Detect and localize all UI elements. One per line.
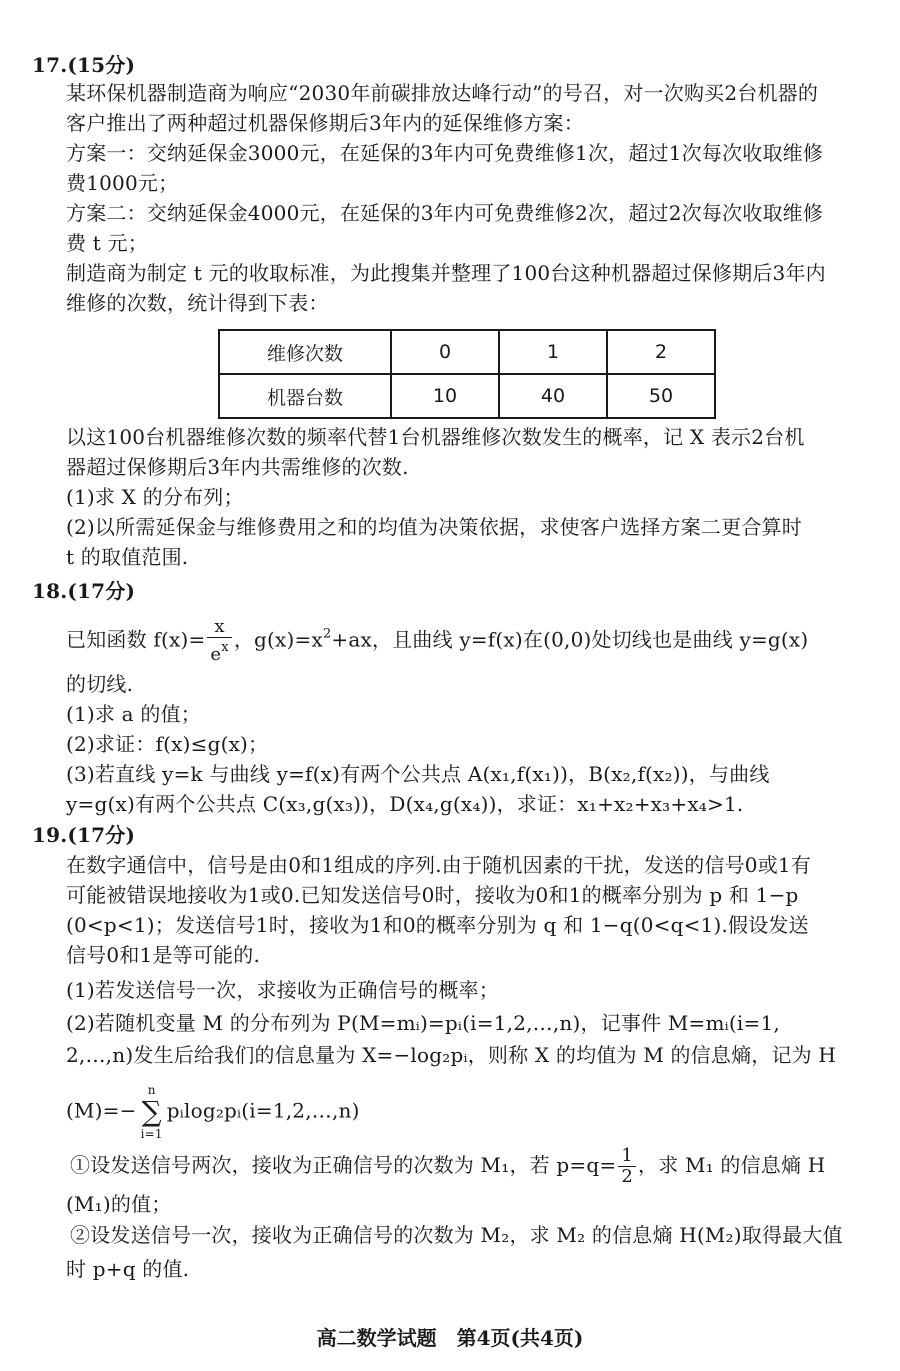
- q17-text-line: 维修的次数，统计得到下表：: [66, 291, 329, 315]
- table-row: [219, 374, 715, 418]
- repair-count-table: [218, 329, 716, 419]
- q17-text-line: 费1000元；: [66, 171, 179, 195]
- q17-part-1: (1)求 X 的分布列；: [66, 485, 244, 509]
- q18-part-3: (3)若直线 y=k 与曲线 y=f(x)有两个公共点 A(x₁,f(x₁))，B(x₂,f(x₂))，与曲线: [66, 762, 770, 786]
- q17-number: 17.(15分): [32, 53, 136, 77]
- q17-text-line: 费 t 元；: [66, 231, 148, 255]
- denominator-exponent: x: [221, 640, 229, 655]
- entropy-prefix: (M)=−: [66, 1098, 137, 1123]
- q18-part-1: (1)求 a 的值；: [66, 702, 201, 726]
- q17-text-line: 方案二：交纳延保金4000元，在延保的3年内可免费维修2次，超过2次每次收取维修: [66, 201, 824, 225]
- q19-case-2: ②设发送信号一次，接收为正确信号的次数为 M₂，求 M₂ 的信息熵 H(M₂)取得最大值: [70, 1223, 843, 1247]
- summation-lower: i=1: [140, 1127, 163, 1141]
- fraction: [618, 1146, 636, 1187]
- table-cell: 0: [391, 330, 499, 374]
- q19-part-2: (2)若随机变量 M 的分布列为 P(M=mᵢ)=pᵢ(i=1,2,…,n)，记事件 M=mᵢ(i=1,: [66, 1011, 780, 1035]
- q18-part-2: (2)求证：f(x)≤g(x)；: [66, 732, 269, 756]
- table-header-cell: 维修次数: [219, 330, 391, 374]
- entropy-formula: [66, 1083, 360, 1141]
- table-cell: 2: [607, 330, 715, 374]
- table-cell: 1: [499, 330, 607, 374]
- q18-intro-suffix: +ax，且曲线 y=f(x)在(0,0)处切线也是曲线 y=g(x): [331, 627, 809, 652]
- fraction-numerator: x: [207, 617, 231, 638]
- q17-text-line: 器超过保修期后3年内共需维修的次数.: [66, 455, 409, 479]
- q19-text-line: 时 p+q 的值.: [66, 1257, 190, 1281]
- page-footer: 高二数学试题 第4页(共4页): [316, 1326, 584, 1350]
- table-cell: 40: [499, 374, 607, 418]
- q19-text-line: (M₁)的值；: [66, 1192, 172, 1216]
- q19-part-1: (1)若发送信号一次，求接收为正确信号的概率；: [66, 978, 499, 1002]
- q17-text-line: 制造商为制定 t 元的收取标准，为此搜集并整理了100台这种机器超过保修期后3年内: [66, 261, 826, 285]
- q19-number: 19.(17分): [32, 823, 136, 847]
- q18-part-3-cont: y=g(x)有两个公共点 C(x₃,g(x₃))，D(x₄,g(x₄))，求证：x₁+x₂+x₃+x₄>1.: [66, 792, 744, 816]
- q19-text-line: 2,…,n)发生后给我们的信息量为 X=−log₂pᵢ，则称 X 的均值为 M 的信息熵，记为 H: [66, 1043, 837, 1067]
- fraction-denominator: [207, 638, 231, 665]
- denominator-base: e: [210, 644, 222, 665]
- case-1-prefix: ①设发送信号两次，接收为正确信号的次数为 M₁，若 p=q=: [70, 1153, 617, 1177]
- q19-text-line: 可能被错误地接收为1或0.已知发送信号0时，接收为0和1的概率分别为 p 和 1−p: [66, 883, 799, 907]
- q19-text-line: 在数字通信中，信号是由0和1组成的序列.由于随机因素的干扰，发送的信号0或1有: [66, 853, 812, 877]
- q18-number: 18.(17分): [32, 579, 136, 603]
- q17-text-line: 以这100台机器维修次数的频率代替1台机器维修次数发生的概率，记 X 表示2台机: [66, 425, 805, 449]
- table-cell: 10: [391, 374, 499, 418]
- summation: [141, 1083, 163, 1141]
- q17-part-2: (2)以所需延保金与维修费用之和的均值为决策依据，求使客户选择方案二更合算时: [66, 515, 802, 539]
- summation-upper: n: [147, 1083, 156, 1097]
- square-exponent: 2: [322, 626, 332, 642]
- fraction-numerator: 1: [618, 1146, 636, 1167]
- fraction-denominator: 2: [621, 1166, 633, 1187]
- q17-text-line: 客户推出了两种超过机器保修期后3年内的延保维修方案：: [66, 111, 584, 135]
- table-cell: 50: [607, 374, 715, 418]
- q19-text-line: 信号0和1是等可能的.: [66, 943, 261, 967]
- table-header-cell: 机器台数: [219, 374, 391, 418]
- q18-intro-mid: ，g(x)=x: [233, 627, 323, 652]
- q18-intro: [66, 617, 808, 665]
- q19-text-line: (0<p<1)；发送信号1时，接收为1和0的概率分别为 q 和 1−q(0<q<1).假设发送: [66, 913, 809, 937]
- q18-intro-prefix: 已知函数 f(x)=: [66, 627, 206, 652]
- entropy-suffix: pᵢlog₂pᵢ(i=1,2,…,n): [166, 1098, 360, 1123]
- q17-text-line: 某环保机器制造商为响应“2030年前碳排放达峰行动”的号召，对一次购买2台机器的: [66, 81, 819, 105]
- q18-text-line: 的切线.: [66, 672, 134, 696]
- q17-text-line: t 的取值范围.: [66, 545, 189, 569]
- case-1-suffix: ，求 M₁ 的信息熵 H: [638, 1153, 826, 1177]
- q17-text-line: 方案一：交纳延保金3000元，在延保的3年内可免费维修1次，超过1次每次收取维修: [66, 141, 824, 165]
- q19-case-1: [70, 1146, 825, 1187]
- summation-sign: ∑: [141, 1095, 162, 1128]
- fraction: [207, 617, 231, 665]
- table-row: [219, 330, 715, 374]
